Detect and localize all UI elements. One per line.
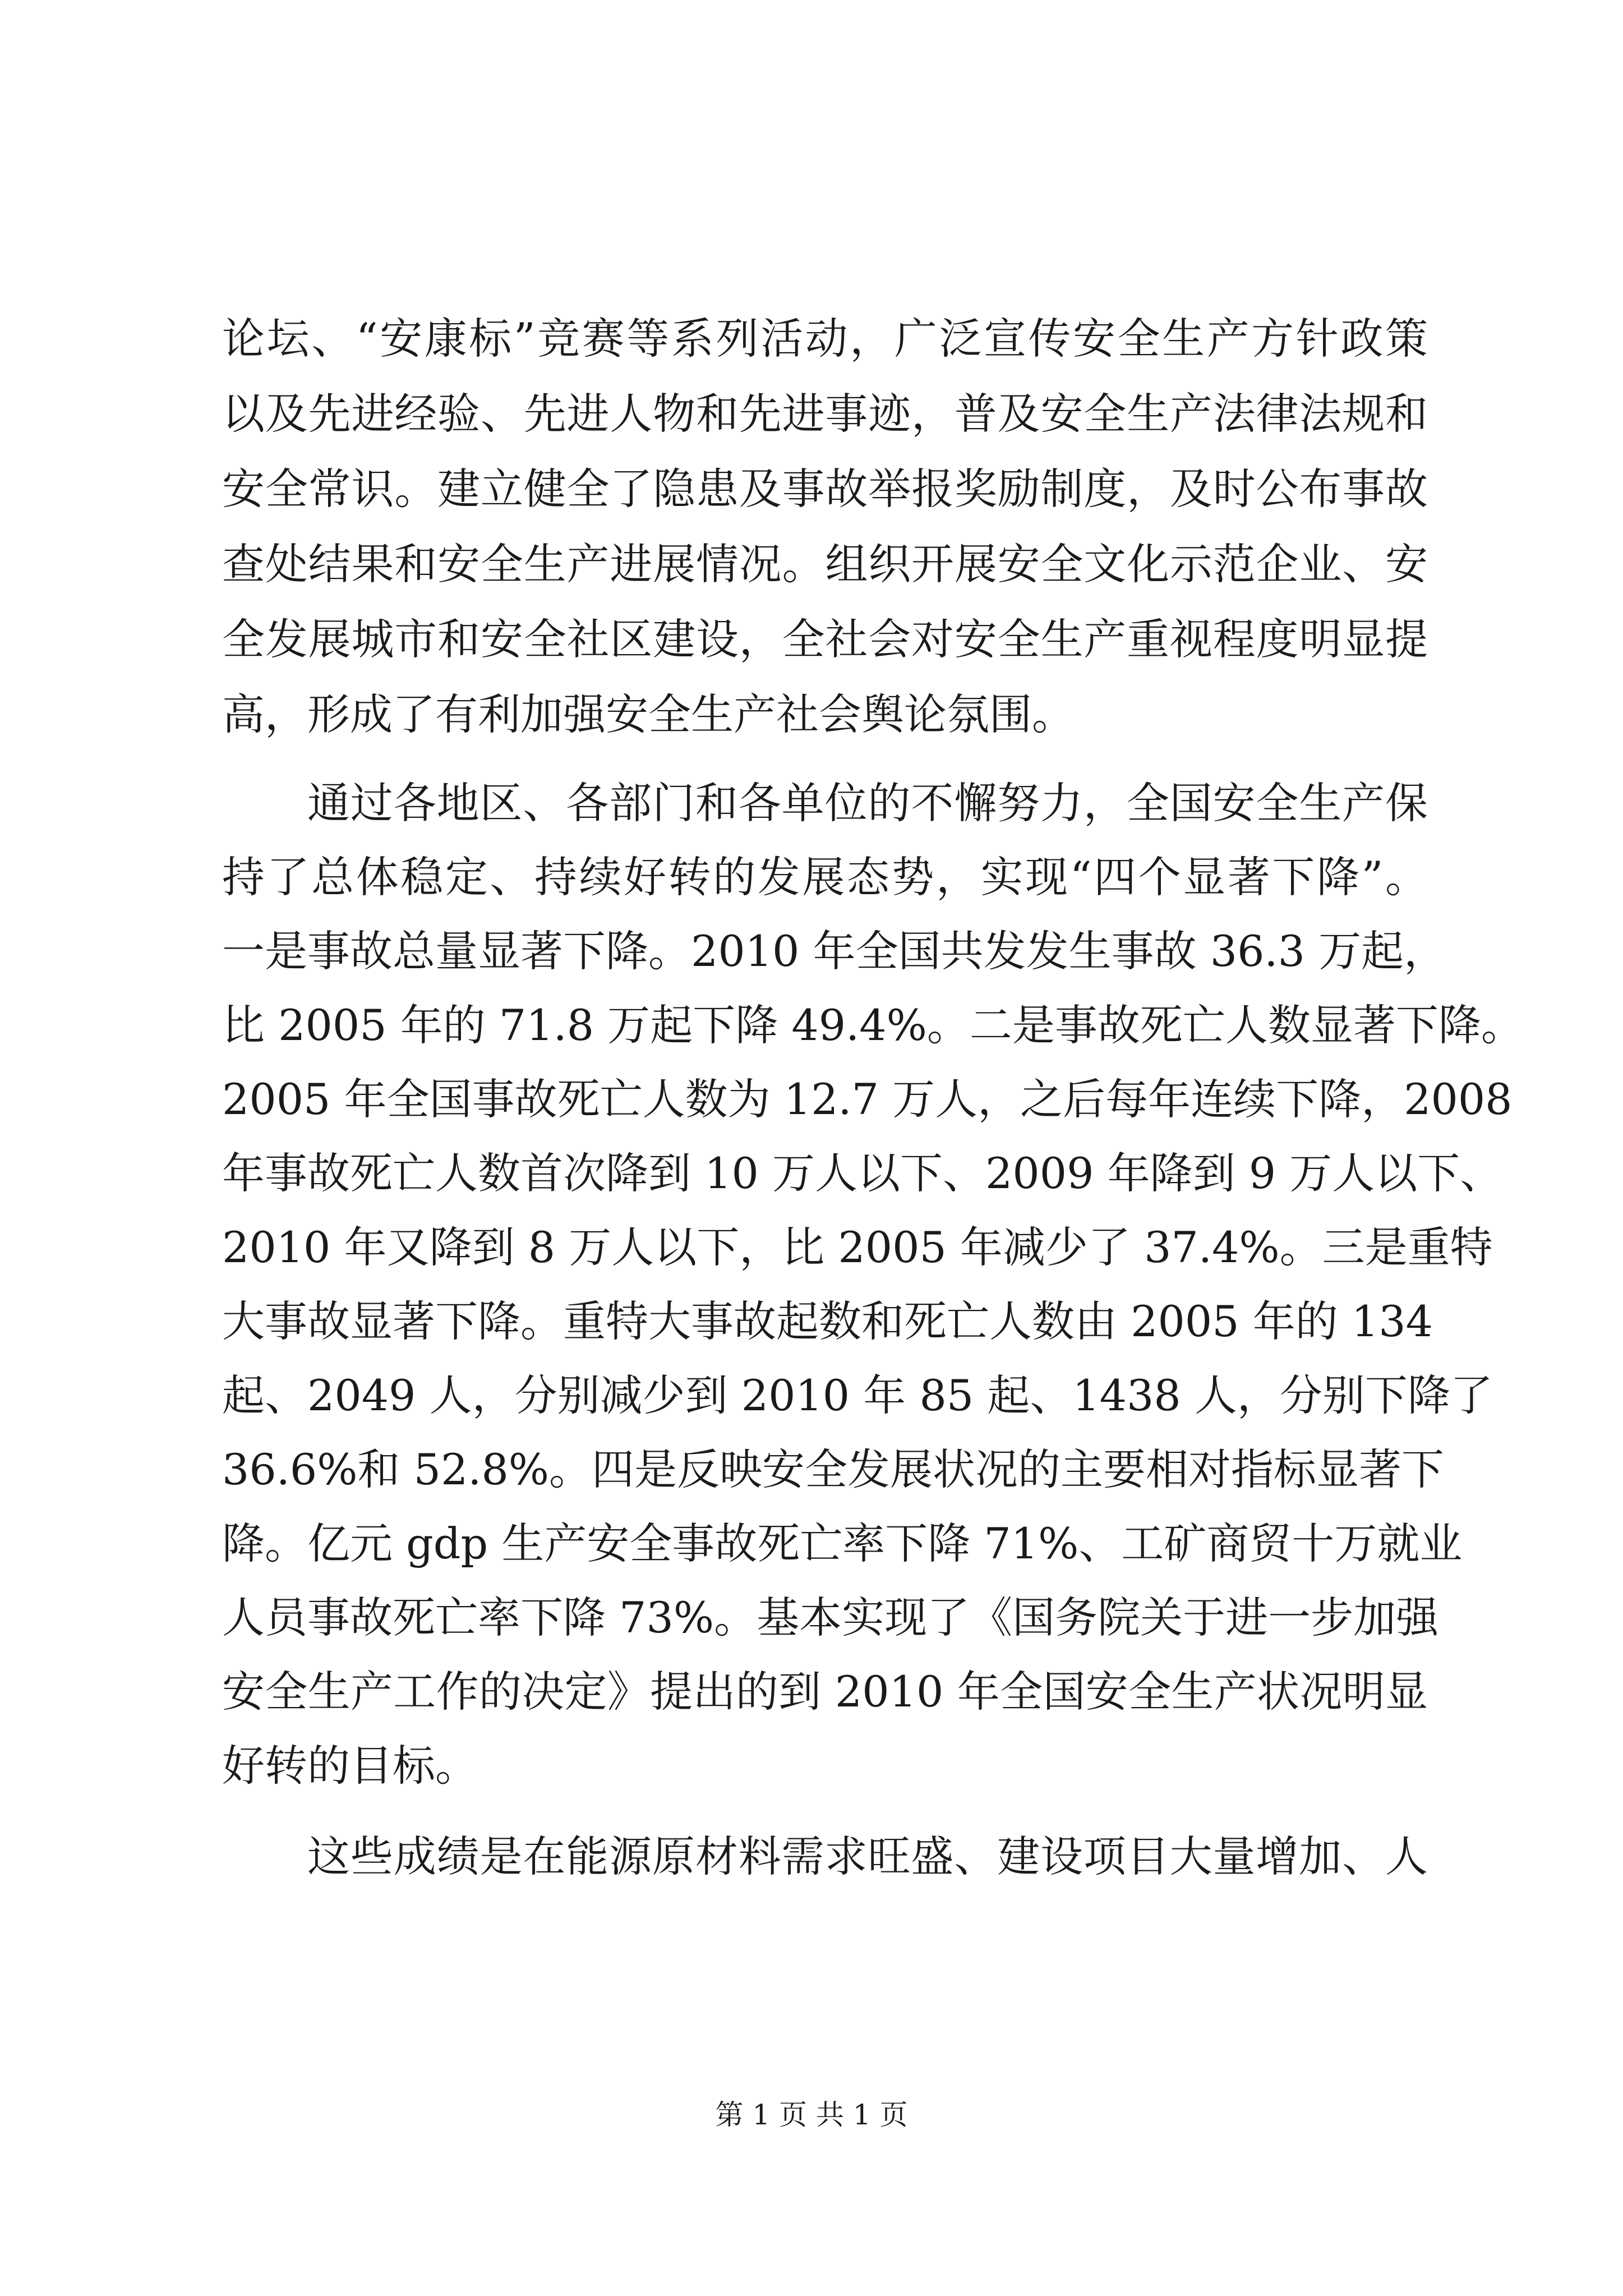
paragraph-line: 高，形成了有利加强安全生产社会舆论氛围。 [222, 689, 1075, 739]
paragraph-line: 论坛、“安康标”竞赛等系列活动，广泛宣传安全生产方针政策 [222, 314, 1428, 364]
page-number-footer: 第 1 页 共 1 页 [715, 2099, 908, 2131]
paragraph-line: 全发展城市和安全社区建设，全社会对安全生产重视程度明显提 [222, 614, 1428, 664]
paragraph-line: 查处结果和安全生产进展情况。组织开展安全文化示范企业、安 [222, 539, 1428, 589]
paragraph-line: 安全常识。建立健全了隐患及事故举报奖励制度，及时公布事故 [222, 464, 1428, 514]
paragraph-line: 持了总体稳定、持续好转的发展态势，实现“四个显著下降”。 [222, 852, 1428, 902]
paragraph-line: 以及先进经验、先进人物和先进事迹，普及安全生产法律法规和 [222, 389, 1428, 439]
paragraph-line: 2005 年全国事故死亡人数为 12.7 万人，之后每年连续下降，2008 [222, 1074, 1513, 1124]
paragraph-line: 好转的目标。 [222, 1741, 478, 1791]
paragraph-line: 一是事故总量显著下降。2010 年全国共发发生事故 36.3 万起， [222, 926, 1447, 976]
paragraph-line: 2010 年又降到 8 万人以下，比 2005 年减少了 37.4%。三是重特 [222, 1222, 1493, 1272]
paragraph-line: 36.6%和 52.8%。四是反映安全发展状况的主要相对指标显著下 [222, 1444, 1445, 1494]
paragraph-line: 人员事故死亡率下降 73%。基本实现了《国务院关于进一步加强 [222, 1593, 1439, 1642]
paragraph-line: 年事故死亡人数首次降到 10 万人以下、2009 年降到 9 万人以下、 [222, 1148, 1503, 1198]
paragraph-line: 起、2049 人，分别减少到 2010 年 85 起、1438 人，分别下降了 [222, 1370, 1493, 1420]
paragraph-line: 安全生产工作的决定》提出的到 2010 年全国安全生产状况明显 [222, 1667, 1428, 1717]
paragraph-line: 降。亿元 gdp 生产安全事故死亡率下降 71%、工矿商贸十万就业 [222, 1519, 1463, 1568]
paragraph-line: 大事故显著下降。重特大事故起数和死亡人数由 2005 年的 134 [222, 1296, 1433, 1346]
paragraph-line: 通过各地区、各部门和各单位的不懈努力，全国安全生产保 [307, 778, 1428, 828]
paragraph-line: 比 2005 年的 71.8 万起下降 49.4%。二是事故死亡人数显著下降。 [222, 1000, 1524, 1050]
paragraph-line: 这些成绩是在能源原材料需求旺盛、建设项目大量增加、人 [307, 1832, 1428, 1881]
